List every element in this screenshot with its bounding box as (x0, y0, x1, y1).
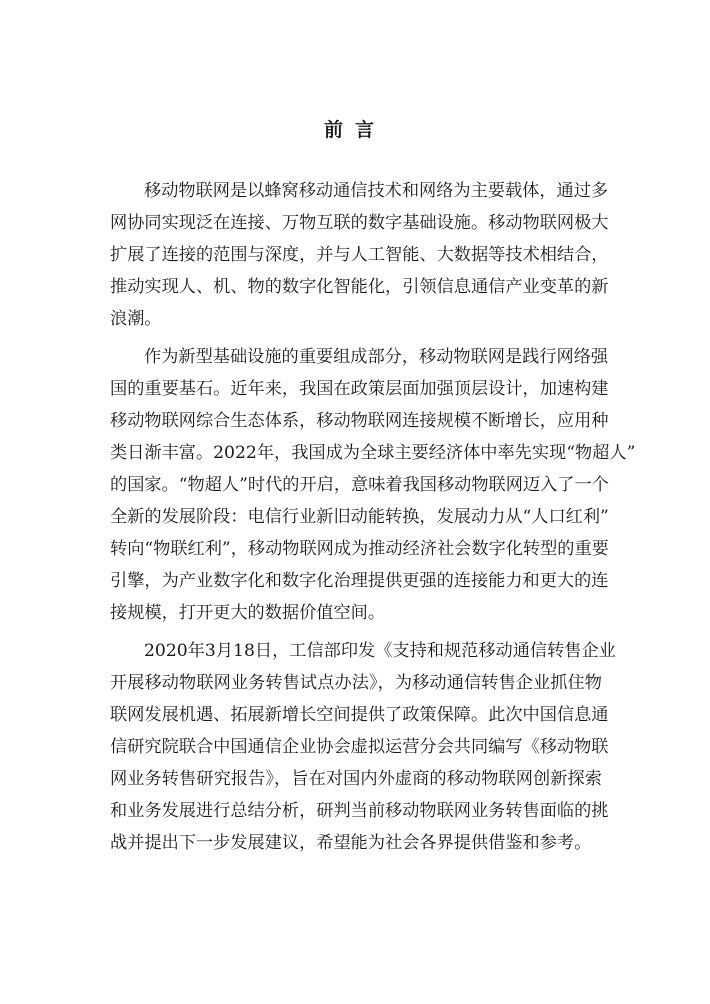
paragraph-1-line-4: 推动实现人、机、物的数字化智能化，引领信息通信产业变革的新 (110, 277, 609, 297)
paragraph-1-line-5: 浪潮。 (110, 309, 162, 329)
paragraph-2-line-5: 的国家。“物超人”时代的开启，意味着我国移动物联网迈入了一个 (110, 475, 609, 495)
paragraph-3-line-2: 开展移动物联网业务转售试点办法》，为移动通信转售企业抓住物 (110, 673, 602, 693)
paragraph-2-line-1: 作为新型基础设施的重要组成部分，移动物联网是践行网络强 (144, 347, 609, 367)
paragraph-3-line-5: 网业务转售研究报告》，旨在对国内外虚商的移动物联网创新探索 (110, 769, 602, 789)
paragraph-2-line-9: 接规模，打开更大的数据价值空间。 (110, 603, 386, 623)
paragraph-2-line-7: 转向“物联红利”，移动物联网成为推动经济社会数字化转型的重要 (110, 539, 609, 559)
paragraph-2-line-3: 移动物联网综合生态体系，移动物联网连接规模不断增长，应用种 (110, 411, 609, 431)
paragraph-3-line-7: 战并提出下一步发展建议，希望能为社会各界提供借鉴和参考。 (110, 833, 592, 853)
paragraph-1-line-1: 移动物联网是以蜂窝移动通信技术和网络为主要载体，通过多 (144, 181, 609, 201)
paragraph-2-line-6: 全新的发展阶段：电信行业新旧动能转换，发展动力从“人口红利” (110, 507, 609, 527)
paragraph-2-line-8: 引擎，为产业数字化和数字化治理提供更强的连接能力和更大的连 (110, 571, 609, 591)
paragraph-2-line-2: 国的重要基石。近年来，我国在政策层面加强顶层设计，加速构建 (110, 379, 609, 399)
paragraph-1-line-3: 扩展了连接的范围与深度，并与人工智能、大数据等技术相结合， (110, 245, 609, 265)
page-title: 前言 (323, 119, 386, 141)
paragraph-3-line-4: 信研究院联合中国通信企业协会虚拟运营分会共同编写《移动物联 (110, 737, 609, 757)
paragraph-2-line-4: 类日渐丰富。2022年，我国成为全球主要经济体中率先实现“物超人” (110, 443, 636, 463)
paragraph-3-line-6: 和业务发展进行总结分析，研判当前移动物联网业务转售面临的挑 (110, 801, 609, 821)
paragraph-3-line-3: 联网发展机遇、拓展新增长空间提供了政策保障。此次中国信息通 (110, 705, 609, 725)
paragraph-3-line-1: 2020年3月18日，工信部印发《支持和规范移动通信转售企业 (144, 641, 616, 661)
paragraph-1-line-2: 网协同实现泛在连接、万物互联的数字基础设施。移动物联网极大 (110, 213, 609, 233)
